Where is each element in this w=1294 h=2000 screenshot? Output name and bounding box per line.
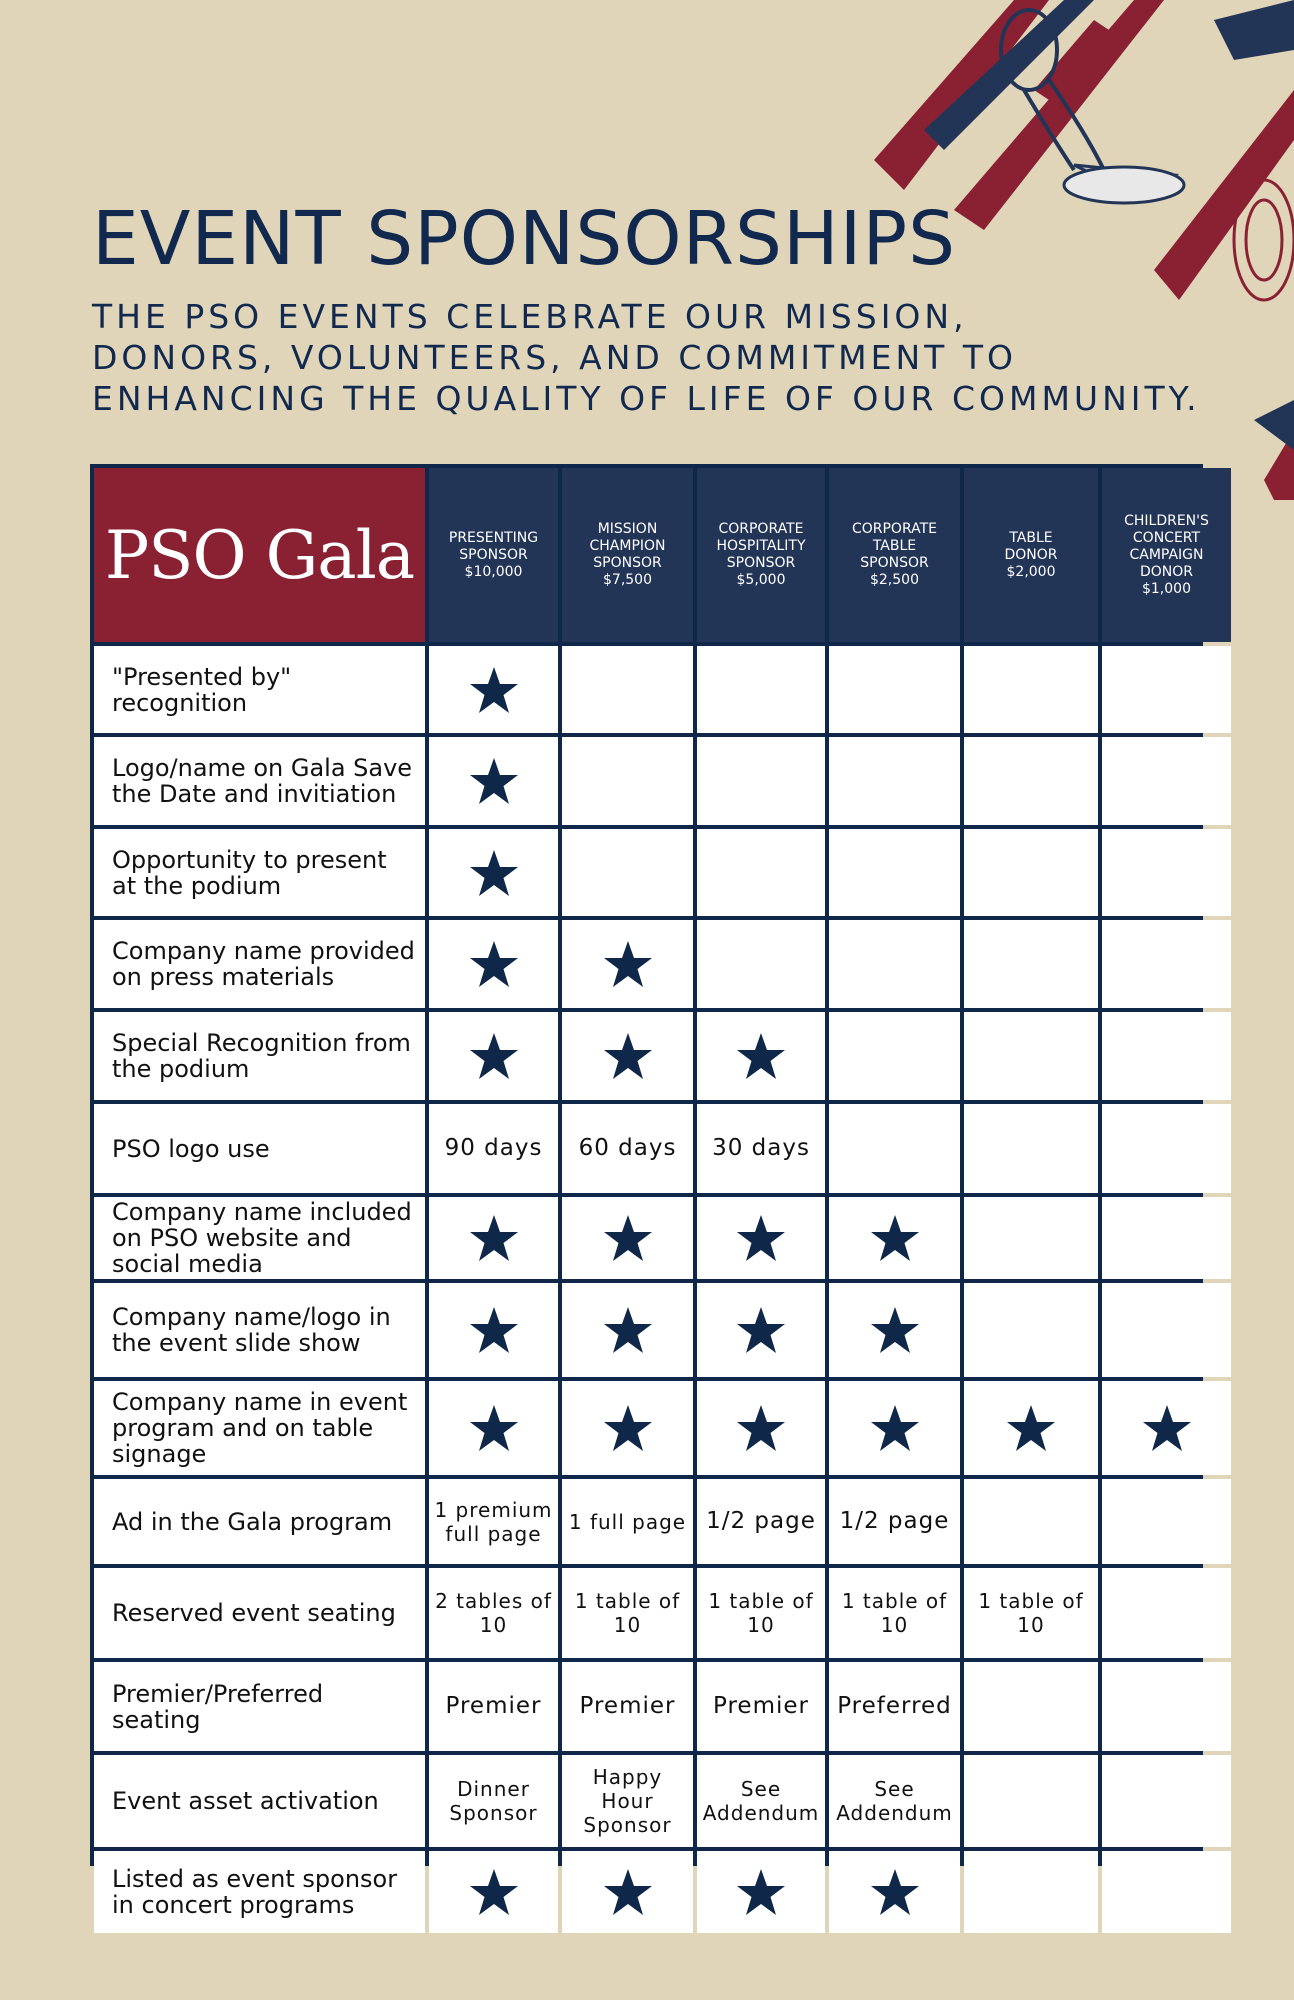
column-header-line: SPONSOR — [459, 546, 528, 563]
star-icon — [603, 939, 653, 989]
benefit-cell — [1102, 1479, 1231, 1564]
benefit-cell — [562, 829, 693, 916]
benefit-cell — [1102, 737, 1231, 825]
benefit-cell — [829, 1381, 960, 1475]
subtitle-line: ENHANCING THE QUALITY OF LIFE OF OUR COMMUNITY. — [92, 379, 1201, 418]
column-header-line: CAMPAIGN — [1129, 546, 1204, 563]
benefit-cell: 90 days — [429, 1104, 558, 1193]
benefit-cell — [964, 1479, 1098, 1564]
benefit-label: PSO logo use — [94, 1104, 425, 1193]
star-icon — [469, 1305, 519, 1355]
benefit-cell — [429, 1851, 558, 1933]
column-header-text — [716, 521, 805, 589]
benefit-cell — [562, 1197, 693, 1279]
benefit-cell: 1 table of 10 — [964, 1568, 1098, 1658]
benefit-cell — [964, 1104, 1098, 1193]
benefit-cell — [429, 1197, 558, 1279]
benefit-cell — [697, 1381, 825, 1475]
benefit-label: Ad in the Gala program — [94, 1479, 425, 1564]
benefit-cell — [429, 920, 558, 1008]
column-header-amount: $7,500 — [603, 572, 652, 588]
star-icon — [736, 1403, 786, 1453]
benefit-cell — [1102, 1197, 1231, 1279]
column-header — [1102, 468, 1231, 642]
benefit-cell — [1102, 1568, 1231, 1658]
column-header-text — [1004, 530, 1057, 581]
benefit-cell — [562, 1012, 693, 1100]
star-icon — [469, 1031, 519, 1081]
benefit-cell — [964, 1851, 1098, 1933]
star-icon — [603, 1031, 653, 1081]
column-header — [562, 468, 693, 642]
benefit-cell — [562, 1283, 693, 1377]
benefit-cell — [964, 1662, 1098, 1751]
benefit-cell — [697, 829, 825, 916]
column-header-line: SPONSOR — [860, 555, 929, 571]
benefit-cell: 1 table of 10 — [562, 1568, 693, 1658]
column-header-line: PRESENTING — [448, 529, 539, 546]
benefit-cell — [429, 737, 558, 825]
star-icon — [870, 1305, 920, 1355]
benefit-cell — [562, 1851, 693, 1933]
benefit-cell — [964, 737, 1098, 825]
benefit-cell — [829, 1104, 960, 1193]
benefit-cell — [562, 737, 693, 825]
benefit-label: Listed as event sponsor in concert programs — [94, 1851, 425, 1933]
benefit-cell — [1102, 1755, 1231, 1847]
benefit-cell — [829, 829, 960, 916]
benefit-label: "Presented by" recognition — [94, 646, 425, 733]
column-header — [429, 468, 558, 642]
benefit-cell — [697, 646, 825, 733]
benefit-label: Company name provided on press materials — [94, 920, 425, 1008]
column-header-line: CORPORATE — [851, 521, 938, 537]
star-icon — [870, 1403, 920, 1453]
benefit-cell — [964, 920, 1098, 1008]
column-header-text — [589, 521, 665, 589]
benefit-cell: 1 table of 10 — [829, 1568, 960, 1658]
benefit-cell — [1102, 1283, 1231, 1377]
column-header-line: TABLE — [872, 538, 917, 554]
star-icon — [469, 1213, 519, 1263]
benefit-cell — [829, 1012, 960, 1100]
benefit-cell: 1 premium full page — [429, 1479, 558, 1564]
benefit-cell — [1102, 1104, 1231, 1193]
column-header-text — [852, 521, 937, 589]
benefit-cell — [829, 920, 960, 1008]
benefit-label: Premier/Preferred seating — [94, 1662, 425, 1751]
star-icon — [870, 1867, 920, 1917]
benefit-cell — [1102, 829, 1231, 916]
benefit-cell: See Addendum — [697, 1755, 825, 1847]
benefit-cell — [964, 646, 1098, 733]
benefit-cell — [429, 1012, 558, 1100]
benefit-cell — [429, 646, 558, 733]
column-header-text — [1124, 513, 1209, 598]
benefit-cell — [1102, 1851, 1231, 1933]
benefit-cell — [562, 920, 693, 1008]
pso-gala-logo: PSO Gala — [94, 468, 425, 642]
star-icon — [469, 939, 519, 989]
benefit-cell: 1/2 page — [829, 1479, 960, 1564]
benefit-cell — [562, 646, 693, 733]
benefit-cell: Dinner Sponsor — [429, 1755, 558, 1847]
benefit-cell: Premier — [562, 1662, 693, 1751]
subtitle-line: DONORS, VOLUNTEERS, AND COMMITMENT TO — [92, 338, 1017, 377]
column-header — [964, 468, 1098, 642]
benefit-cell — [697, 1283, 825, 1377]
benefit-cell: 1 full page — [562, 1479, 693, 1564]
column-header-line: DONOR — [1139, 563, 1193, 580]
column-header-amount: $10,000 — [464, 563, 523, 580]
benefit-cell — [697, 1197, 825, 1279]
benefit-cell — [964, 1197, 1098, 1279]
benefit-cell — [697, 920, 825, 1008]
benefit-cell — [964, 1381, 1098, 1475]
star-icon — [469, 1867, 519, 1917]
benefit-label: Company name in event program and on table signage — [94, 1381, 425, 1475]
benefit-cell — [429, 1381, 558, 1475]
benefit-cell — [697, 737, 825, 825]
star-icon — [603, 1867, 653, 1917]
benefit-cell — [1102, 1662, 1231, 1751]
benefit-cell: 60 days — [562, 1104, 693, 1193]
column-header-line: TABLE — [1009, 529, 1053, 546]
star-icon — [1006, 1403, 1056, 1453]
star-icon — [603, 1213, 653, 1263]
benefit-cell — [697, 1851, 825, 1933]
benefit-cell — [697, 1012, 825, 1100]
benefit-label: Company name included on PSO website and social media — [94, 1197, 425, 1279]
column-header-line: HOSPITALITY — [716, 538, 806, 554]
benefit-label: Event asset activation — [94, 1755, 425, 1847]
benefit-cell — [829, 1283, 960, 1377]
column-header-line: CHAMPION — [589, 538, 666, 554]
star-icon — [1142, 1403, 1192, 1453]
column-header-line: CORPORATE — [718, 521, 804, 537]
column-header-amount: $1,000 — [1141, 580, 1191, 597]
column-header-line: DONOR — [1004, 546, 1058, 563]
star-icon — [736, 1867, 786, 1917]
benefit-cell — [429, 829, 558, 916]
star-icon — [469, 848, 519, 898]
column-header-line: CHILDREN'S — [1124, 512, 1209, 529]
benefit-cell — [829, 737, 960, 825]
benefit-cell — [429, 1283, 558, 1377]
column-header — [829, 468, 960, 642]
star-icon — [603, 1403, 653, 1453]
benefit-cell: 1/2 page — [697, 1479, 825, 1564]
benefit-cell: Preferred — [829, 1662, 960, 1751]
benefit-cell — [562, 1381, 693, 1475]
benefit-cell — [1102, 1012, 1231, 1100]
page-title: EVENT SPONSORSHIPS — [92, 196, 957, 282]
column-header-line: CONCERT — [1132, 529, 1201, 546]
benefit-label: Logo/name on Gala Save the Date and invitiation — [94, 737, 425, 825]
star-icon — [469, 665, 519, 715]
column-header-line: MISSION — [597, 521, 658, 537]
benefit-cell — [964, 1012, 1098, 1100]
column-header — [697, 468, 825, 642]
column-header-line: SPONSOR — [726, 555, 796, 571]
benefit-cell — [964, 1283, 1098, 1377]
benefit-cell: 2 tables of 10 — [429, 1568, 558, 1658]
column-header-text — [449, 530, 538, 581]
benefit-cell — [1102, 1381, 1231, 1475]
benefit-cell: Happy Hour Sponsor — [562, 1755, 693, 1847]
star-icon — [736, 1305, 786, 1355]
benefit-cell: 1 table of 10 — [697, 1568, 825, 1658]
star-icon — [469, 1403, 519, 1453]
benefit-cell — [964, 1755, 1098, 1847]
star-icon — [736, 1213, 786, 1263]
benefit-cell — [1102, 920, 1231, 1008]
page-subtitle — [92, 296, 1201, 419]
column-header-amount: $5,000 — [736, 572, 786, 588]
benefit-cell: See Addendum — [829, 1755, 960, 1847]
benefit-label: Company name/logo in the event slide show — [94, 1283, 425, 1377]
star-icon — [469, 756, 519, 806]
star-icon — [736, 1031, 786, 1081]
benefit-cell — [964, 829, 1098, 916]
star-icon — [870, 1213, 920, 1263]
benefit-label: Special Recognition from the podium — [94, 1012, 425, 1100]
benefit-cell — [829, 1197, 960, 1279]
benefit-cell: Premier — [697, 1662, 825, 1751]
benefit-label: Opportunity to present at the podium — [94, 829, 425, 916]
column-header-amount: $2,500 — [869, 572, 919, 588]
column-header-line: SPONSOR — [593, 555, 662, 571]
star-icon — [603, 1305, 653, 1355]
benefit-cell — [1102, 646, 1231, 733]
benefit-label: Reserved event seating — [94, 1568, 425, 1658]
benefit-cell — [829, 646, 960, 733]
subtitle-line: THE PSO EVENTS CELEBRATE OUR MISSION, — [92, 297, 968, 336]
benefit-cell: 30 days — [697, 1104, 825, 1193]
benefit-cell: Premier — [429, 1662, 558, 1751]
benefit-cell — [829, 1851, 960, 1933]
sponsorship-table — [90, 464, 1209, 1919]
column-header-amount: $2,000 — [1006, 563, 1056, 580]
